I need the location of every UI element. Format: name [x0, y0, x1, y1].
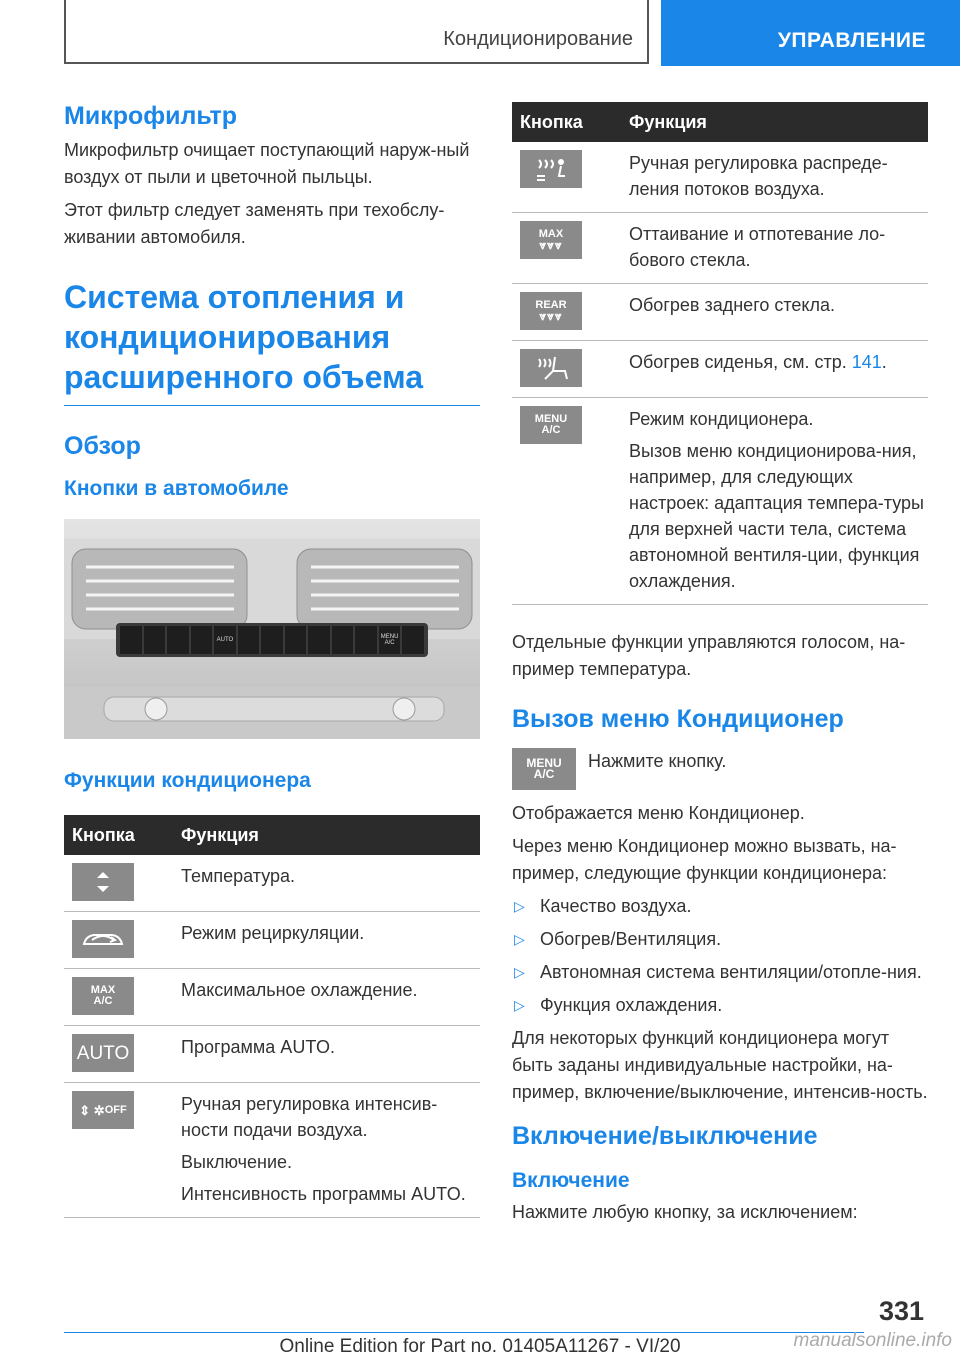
function-description: Режим рециркуляции.: [181, 923, 365, 943]
panel-button: [261, 626, 283, 654]
voice-control-note: Отдельные функции управляются голосом, на-пример температура.: [512, 632, 906, 679]
panel-button: [167, 626, 189, 654]
buttons-in-car-heading: Кнопки в автомобиле: [64, 477, 289, 500]
list-item: [512, 926, 928, 953]
panel-button-strip: [120, 626, 424, 654]
footer-divider: [64, 1332, 864, 1333]
watermark: manualsonline.info: [793, 1330, 952, 1351]
panel-button: [285, 626, 307, 654]
table-header-function: Функция: [629, 102, 928, 142]
triangle-bullet-icon: ▷: [514, 964, 525, 980]
system-heading: Система отопления и кондиционирования расширенного объема: [64, 277, 480, 406]
rear-defrost-icon: REAR ⩔⩔⩔: [520, 292, 582, 330]
menu-ac-button-icon: MENU A/C: [512, 748, 576, 790]
panel-button: [308, 626, 330, 654]
right-column: [512, 102, 928, 1232]
list-item-text: Функция охлаждения.: [540, 995, 723, 1015]
function-description: Режим кондиционера.: [629, 409, 814, 429]
auto-icon: AUTO: [72, 1034, 134, 1072]
menu-functions-list: [512, 893, 928, 1019]
table-row: [64, 1026, 480, 1083]
function-description: Ручная регулировка интенсив-ности подачи воздуха.: [181, 1094, 438, 1140]
header-frame: [64, 0, 649, 64]
triangle-bullet-icon: ▷: [514, 898, 525, 914]
panel-button: [332, 626, 354, 654]
recirculation-icon: [72, 920, 134, 958]
header-chapter-tab[interactable]: [661, 0, 960, 66]
table-header-function: Функция: [181, 815, 480, 855]
function-description: Обогрев заднего стекла.: [629, 295, 836, 315]
table-header-button: Кнопка: [512, 102, 629, 142]
function-description: Оттаивание и отпотевание ло-бового стекла.: [629, 224, 886, 270]
on-off-heading: Включение/выключение: [512, 1122, 818, 1150]
ac-functions-heading: Функции кондиционера: [64, 769, 311, 792]
microfilter-heading: Микрофильтр: [64, 102, 238, 130]
seat-heating-icon: [520, 349, 582, 387]
max-ac-icon: MAX A/C: [72, 977, 134, 1015]
function-description: Обогрев сиденья, см. стр. 141.: [629, 352, 887, 372]
function-description: Интенсивность программы AUTO.: [181, 1184, 466, 1204]
table-row: [64, 1083, 480, 1218]
function-description: Максимальное охлаждение.: [181, 980, 418, 1000]
footer-edition: Online Edition for Part no. 01405A11267 - VI/20: [279, 1336, 681, 1357]
switch-on-text: Нажмите любую кнопку, за исключением:: [512, 1202, 858, 1222]
function-description: Вызов меню кондиционирова-ния, например, для следующих настроек: адаптация темпера-туры для верхней части тела, система автономной вентиля-ции, функция охлаждения.: [629, 441, 924, 591]
menu-ac-heading: Вызов меню Кондиционер: [512, 705, 844, 733]
function-description: Программа AUTO.: [181, 1037, 335, 1057]
menu-ac-icon: MENU A/C: [520, 406, 582, 444]
panel-button: MENU A/C: [379, 626, 401, 654]
triangle-bullet-icon: ▷: [514, 997, 525, 1013]
menu-ac-press-text: Нажмите кнопку.: [588, 751, 727, 771]
list-item: [512, 893, 928, 920]
air-distribution-icon: [520, 150, 582, 188]
panel-button: [355, 626, 377, 654]
personal-settings-text: Для некоторых функций кондиционера могут быть заданы индивидуальные настройки, на-пример, включение/выключение, интенсив-ность.: [512, 1028, 928, 1102]
list-item-text: Автономная система вентиляции/отопле-ния.: [540, 962, 922, 982]
panel-button: [191, 626, 213, 654]
header-section-title: Кондиционирование: [443, 28, 633, 50]
table-row: [512, 341, 928, 398]
fan-off-icon: ⇕ ✲ OFF: [72, 1091, 134, 1129]
list-item: [512, 959, 928, 986]
function-description: Ручная регулировка распреде-ления потоков воздуха.: [629, 153, 888, 199]
menu-ac-instruction: [512, 748, 928, 790]
microfilter-paragraph-1: Микрофильтр очищает поступающий наруж-ный воздух от пыли и цветочной пыльцы.: [64, 140, 470, 187]
max-defrost-icon: MAX ⩔⩔⩔: [520, 221, 582, 259]
page-link[interactable]: 141: [851, 352, 882, 372]
table-row: [512, 213, 928, 284]
header-chapter-label: УПРАВЛЕНИЕ: [777, 29, 926, 52]
panel-button: [120, 626, 142, 654]
panel-button: AUTO: [214, 626, 236, 654]
temperature-arrows-icon: [72, 863, 134, 901]
microfilter-paragraph-2: Этот фильтр следует заменять при техобслу-живании автомобиля.: [64, 200, 445, 247]
table-row: [512, 284, 928, 341]
list-item: [512, 992, 928, 1019]
panel-button: [238, 626, 260, 654]
panel-button: [402, 626, 424, 654]
ac-functions-table-left: [64, 815, 480, 1218]
list-item-text: Обогрев/Вентиляция.: [540, 929, 722, 949]
list-item-text: Качество воздуха.: [540, 896, 692, 916]
table-row: [64, 855, 480, 912]
function-description: Температура.: [181, 866, 296, 886]
menu-shown-text: Отображается меню Кондиционер.: [512, 803, 805, 823]
ac-functions-table-right: [512, 102, 928, 605]
climate-panel-photo: [64, 519, 480, 739]
table-row: [512, 398, 928, 605]
switch-on-heading: Включение: [512, 1169, 630, 1192]
table-row: [64, 969, 480, 1026]
menu-via-text: Через меню Кондиционер можно вызвать, на-пример, следующие функции кондиционера:: [512, 836, 897, 883]
page-number: 331: [878, 1296, 924, 1326]
function-description: Выключение.: [181, 1152, 293, 1172]
table-header-button: Кнопка: [64, 815, 181, 855]
table-row: [64, 912, 480, 969]
left-column: [64, 102, 480, 1218]
overview-heading: Обзор: [64, 432, 141, 460]
table-row: [512, 142, 928, 213]
triangle-bullet-icon: ▷: [514, 931, 525, 947]
panel-button: [144, 626, 166, 654]
